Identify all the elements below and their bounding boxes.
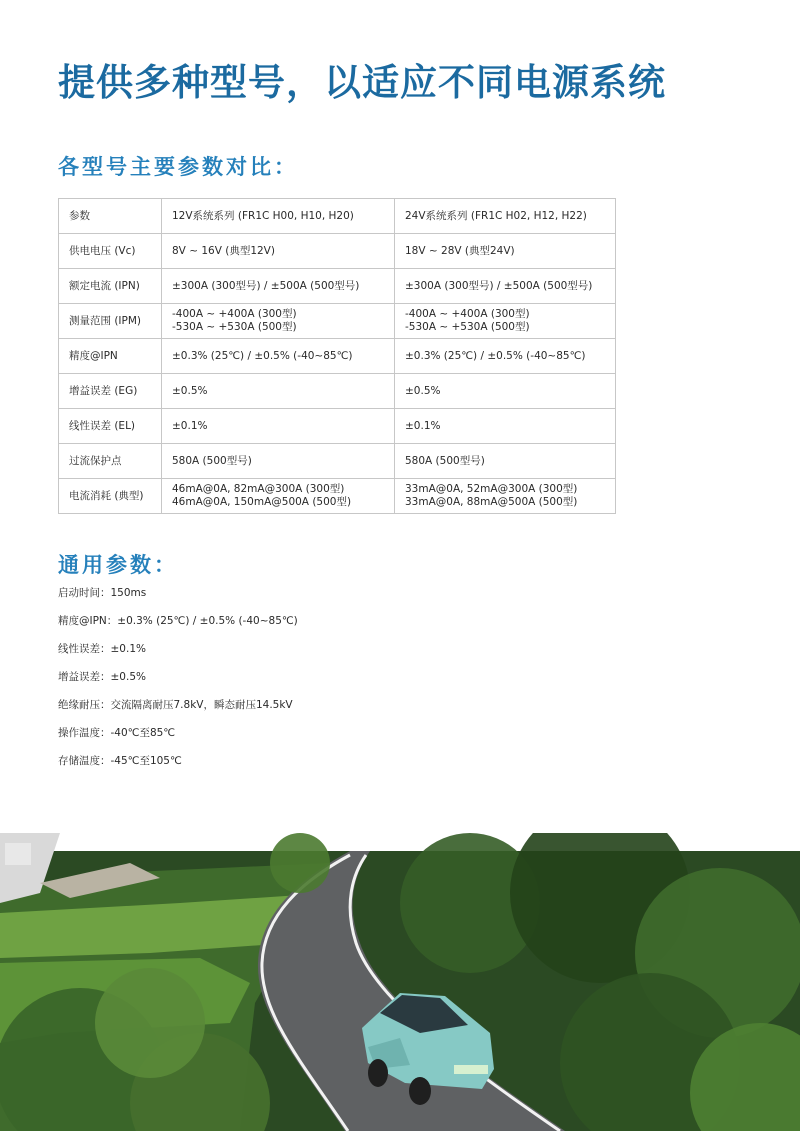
cell-text: 580A (500型号) (172, 454, 252, 467)
cell-text: ±0.3% (25℃) / ±0.5% (-40~85℃) (405, 349, 586, 362)
cell-text: -400A ~ +400A (300型) (172, 308, 297, 320)
table-header-row (59, 199, 616, 234)
section-title-model-comparison: 各型号主要参数对比： (58, 155, 298, 179)
param-name-cell: 增益误差 (EG) (59, 374, 162, 409)
cell-text: ±0.1% (172, 419, 208, 432)
general-parameter-list (58, 584, 298, 780)
cell-text: -530A ~ +530A (500型) (172, 321, 297, 333)
value-24v-cell (395, 374, 616, 409)
table-row (59, 479, 616, 514)
general-param-item: 绝缘耐压：交流隔离耐压7.8kV，瞬态耐压14.5kV (58, 699, 293, 711)
table-row (59, 339, 616, 374)
param-name-cell: 精度@IPN (59, 339, 162, 374)
value-24v-cell (395, 199, 616, 234)
value-12v-cell (162, 304, 395, 339)
cell-text: ±0.5% (172, 384, 208, 397)
cell-text: 18V ~ 28V (典型24V) (405, 244, 515, 257)
cell-text: -400A ~ +400A (300型) (405, 308, 530, 320)
cell-text: 33mA@0A, 52mA@300A (300型) (405, 483, 578, 495)
general-param-item: 增益误差：±0.5% (58, 671, 146, 683)
general-param-item: 线性误差：±0.1% (58, 643, 146, 655)
cell-text: ±300A (300型号) / ±500A (500型号) (405, 279, 593, 292)
cell-text: ±300A (300型号) / ±500A (500型号) (172, 279, 360, 292)
value-24v-cell (395, 479, 616, 514)
value-24v-cell (395, 269, 616, 304)
param-name-cell: 测量范围 (IPM) (59, 304, 162, 339)
cell-text: ±0.3% (25℃) / ±0.5% (-40~85℃) (172, 349, 353, 362)
value-24v-cell (395, 444, 616, 479)
section-title-general-parameters: 通用参数： (58, 553, 178, 577)
value-24v-cell (395, 304, 616, 339)
page-title: 提供多种型号，以适应不同电源系统 (58, 61, 666, 104)
value-12v-cell (162, 374, 395, 409)
value-12v-cell (162, 269, 395, 304)
value-12v-cell (162, 339, 395, 374)
value-12v-cell (162, 409, 395, 444)
cell-text: 12V系统系列 (FR1C H00, H10, H20) (172, 209, 354, 222)
road-car-illustration (0, 833, 800, 1131)
cell-text: 33mA@0A, 88mA@500A (500型) (405, 496, 578, 508)
general-param-item: 存储温度：-45℃至105℃ (58, 755, 182, 767)
param-name-cell: 额定电流 (IPN) (59, 269, 162, 304)
table-row (59, 304, 616, 339)
value-12v-cell (162, 234, 395, 269)
table-row (59, 374, 616, 409)
cell-text: 24V系统系列 (FR1C H02, H12, H22) (405, 209, 587, 222)
value-12v-cell (162, 479, 395, 514)
cell-text: 46mA@0A, 150mA@500A (500型) (172, 496, 352, 508)
value-12v-cell (162, 199, 395, 234)
value-12v-cell (162, 444, 395, 479)
param-name-cell: 过流保护点 (59, 444, 162, 479)
cell-text: -530A ~ +530A (500型) (405, 321, 530, 333)
table-row (59, 409, 616, 444)
cell-text: ±0.1% (405, 419, 441, 432)
param-name-cell: 电流消耗 (典型) (59, 479, 162, 514)
aerial-road-photo (0, 833, 800, 1131)
value-24v-cell (395, 409, 616, 444)
cell-text: 8V ~ 16V (典型12V) (172, 244, 275, 257)
general-param-item: 操作温度：-40℃至85℃ (58, 727, 176, 739)
cell-text: 580A (500型号) (405, 454, 485, 467)
param-name-cell: 线性误差 (EL) (59, 409, 162, 444)
general-param-item: 精度@IPN：±0.3% (25℃) / ±0.5% (-40~85℃) (58, 615, 298, 627)
value-24v-cell (395, 234, 616, 269)
cell-text: 46mA@0A, 82mA@300A (300型) (172, 483, 345, 495)
table-row (59, 444, 616, 479)
general-param-item: 启动时间：150ms (58, 587, 147, 599)
param-name-cell: 供电电压 (Vc) (59, 234, 162, 269)
table-row (59, 269, 616, 304)
table-row (59, 234, 616, 269)
value-24v-cell (395, 339, 616, 374)
param-name-cell: 参数 (59, 199, 162, 234)
parameter-comparison-table (58, 198, 616, 514)
cell-text: ±0.5% (405, 384, 441, 397)
